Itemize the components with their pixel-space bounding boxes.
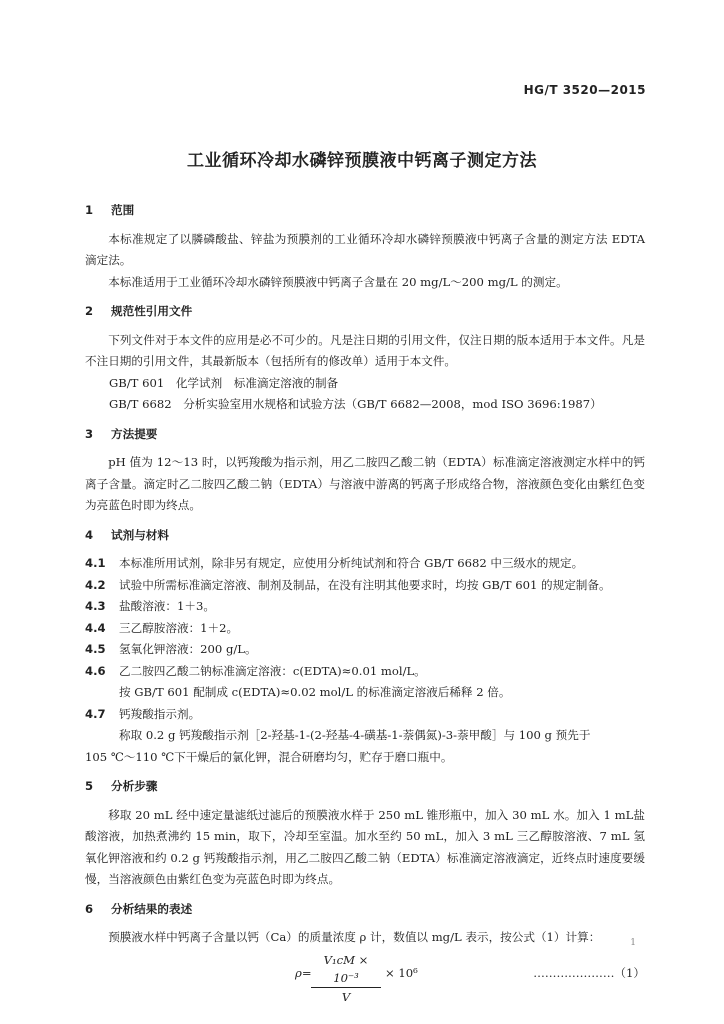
section-number: 3 [85,426,94,441]
page-number: 1 [630,938,636,948]
section-title: 试剂与材料 [111,527,169,542]
section-normative-references [85,301,645,416]
formula-denominator: V [341,989,351,1004]
section-method-summary [85,424,645,517]
section-title: 分析结果的表述 [111,901,193,916]
formula-multiplier: × 10⁶ [385,965,418,980]
formula-1 [85,951,645,1004]
section-number: 6 [85,901,94,916]
section-analysis-steps [85,776,645,891]
document-title: 工业循环冷却水磷锌预膜液中钙离子测定方法 [187,151,537,171]
item-number: 4.1 [85,556,106,570]
section-results [85,899,645,1004]
section-heading [85,525,645,547]
document-body [85,200,645,1003]
section-heading [85,776,645,798]
section-heading [85,899,645,921]
formula-numerator: V₁cM × 10⁻³ [311,951,381,988]
item-number: 4.3 [85,599,106,613]
item-text: 盐酸溶液：1＋3。 [119,599,215,613]
list-item [85,704,645,726]
item-text: 本标准所用试剂，除非另有规定，应使用分析纯试剂和符合 GB/T 6682 中三级水的规定。 [119,556,584,570]
section-heading [85,301,645,323]
section-title: 范围 [111,203,135,217]
formula-reference: …………………（1） [533,965,645,980]
item-text: 钙羧酸指示剂。 [119,706,201,721]
list-item [85,553,645,575]
section-number: 5 [85,779,94,793]
paragraph: pH 值为 12～13 时，以钙羧酸为指示剂，用乙二胺四乙酸二钠（EDTA）标准滴定溶液测定水样中的钙离子含量。滴定时乙二胺四乙酸二钠（EDTA）与溶液中游离的钙离子形成络合物，溶液颜色变化由紫红色变为亮蓝色时即为终点。 [85,455,645,512]
formula-lhs: ρ= [295,965,312,980]
section-heading [85,424,645,446]
item-number: 4.7 [85,706,106,721]
paragraph: 移取 20 mL 经中速定量滤纸过滤后的预膜液水样于 250 mL 锥形瓶中，加入 30 mL 水。加入 1 mL盐酸溶液，加热煮沸约 15 min，取下，冷却至室温。加水至约 50 mL，加入 3 mL 三乙醇胺溶液、7 mL 氢氧化钾溶液和约 0.2 g 钙羧酸指示剂，用乙二胺四乙酸二钠（EDTA）标准滴定溶液滴定，近终点时速度要缓慢，当溶液颜色由紫红色变为亮蓝色时即为终点。 [85,807,645,886]
item-text: 三乙醇胺溶液：1＋2。 [119,620,239,635]
section-scope [85,200,645,293]
section-heading [85,200,645,222]
item-text: 乙二胺四乙酸二钠标准滴定溶液：c(EDTA)≈0.01 mol/L。 [119,663,426,678]
item-number: 4.5 [85,642,106,656]
item-note: 按 GB/T 601 配制成 c(EDTA)≈0.02 mol/L 的标准滴定溶液后稀释 2 倍。 [119,685,511,699]
section-number: 1 [85,203,94,217]
list-item [85,639,645,661]
paragraph: 下列文件对于本文件的应用是必不可少的。凡是注日期的引用文件，仅注日期的版本适用于本文件。凡是不注日期的引用文件，其最新版本（包括所有的修改单）适用于本文件。 [85,332,645,368]
item-text: 试验中所需标准滴定溶液、制剂及制品，在没有注明其他要求时，均按 GB/T 601 的规定制备。 [119,577,611,592]
list-item [85,575,645,597]
section-number: 4 [85,527,94,542]
item-number: 4.4 [85,620,106,635]
item-note: 称取 0.2 g 钙羧酸指示剂［2-羟基-1-(2-羟基-4-磺基-1-萘偶氮)-3-萘甲酸］与 100 g 预先于 [119,728,591,742]
reference-entry: GB/T 601 化学试剂 标准滴定溶液的制备 [109,375,339,390]
list-item [85,661,645,683]
section-title: 方法提要 [111,426,158,441]
section-title: 规范性引用文件 [111,304,193,318]
paragraph: 预膜液水样中钙离子含量以钙（Ca）的质量浓度 ρ 计，数值以 mg/L 表示，按公式（1）计算： [108,930,601,944]
item-text: 氢氧化钾溶液：200 g/L。 [119,642,257,656]
paragraph: 本标准适用于工业循环冷却水磷锌预膜液中钙离子含量在 20 mg/L～200 mg/L 的测定。 [108,274,568,289]
list-item [85,618,645,640]
item-number: 4.6 [85,663,106,678]
formula-fraction [311,951,381,1006]
reference-entry: GB/T 6682 分析实验室用水规格和试验方法（GB/T 6682—2008，mod ISO 3696:1987） [109,397,602,411]
item-number: 4.2 [85,577,106,592]
list-item [85,596,645,618]
section-number: 2 [85,304,94,318]
standard-code: HG/T 3520—2015 [523,83,646,97]
item-note-continuation: 105 ℃～110 ℃下干燥后的氯化钾，混合研磨均匀，贮存于磨口瓶中。 [85,749,453,764]
section-reagents [85,525,645,769]
paragraph: 本标准规定了以膦磷酸盐、锌盐为预膜剂的工业循环冷却水磷锌预膜液中钙离子含量的测定方法 EDTA 滴定法。 [85,231,645,267]
section-title: 分析步骤 [111,779,158,793]
